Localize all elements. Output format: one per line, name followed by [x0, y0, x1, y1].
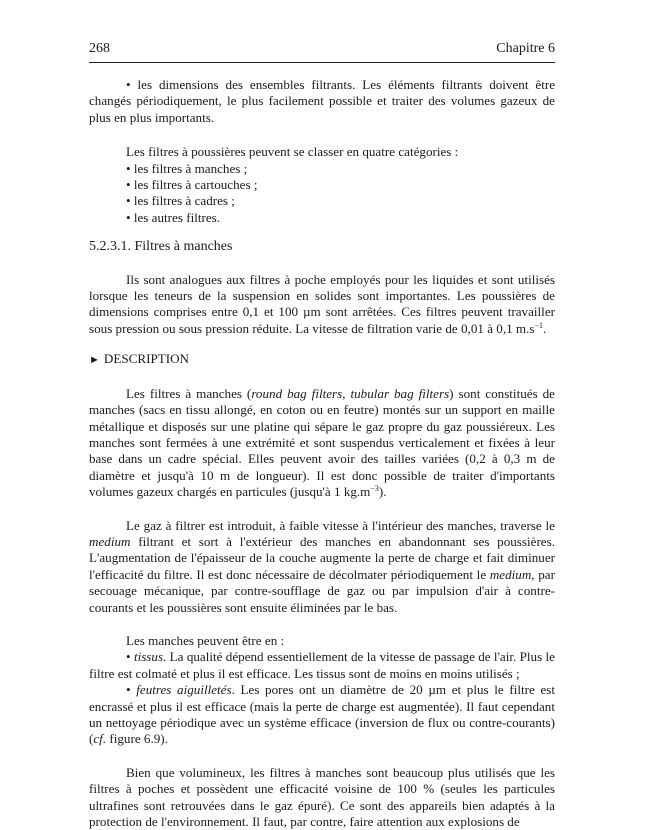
paragraph-bag-filters-intro — [89, 272, 555, 338]
paragraph-construction — [89, 386, 555, 501]
text-run: . Les pores ont un diamètre de 20 µm et plus le filtre est encrassé et plus il est efficace (mais la perte de charge est augmentée). Il faut cependant un nettoyage périodique avec un système efficace (inversion de flux ou contre-courants) ( — [89, 682, 555, 747]
text-run: Le gaz à filtrer est introduit, à faible vitesse à l'intérieur des manches, traverse le — [126, 517, 555, 533]
paragraph-dimensions — [89, 77, 555, 126]
text-run: ). — [378, 484, 387, 500]
italic-term: cf. — [93, 731, 107, 747]
bullet-fabric — [89, 649, 555, 682]
bullet: • — [126, 649, 131, 665]
category-item: • les filtres à cartouches ; — [126, 177, 258, 193]
bullet: • — [126, 77, 131, 92]
italic-term: round bag filters, tubular bag filters — [251, 385, 450, 401]
section-heading: 5.2.3.1. Filtres à manches — [89, 239, 233, 255]
paragraph-sleeve-intro: Les manches peuvent être en : — [126, 632, 285, 648]
italic-term: medium — [89, 533, 131, 549]
text-run: ) sont constitués de manches (sacs en tissu allongé, en coton ou en feutre) montés sur un support en maille métallique et disposés sur une platine qui sépare le gaz propre du gaz poussiéreux. Les manches sont fermées à une extrémité et sont suspendus verticalement et fixées à leur base dans un cadre spécial. Elles peuvent avoir des tailles variées (0,2 à 0,3 m de diamètre et jusqu'à 10 m de longueur). Il est donc possible de traiter d'importants volumes gazeux chargés en particules (jusqu'à 1 kg.m — [89, 385, 555, 500]
paragraph-text: Ils sont analogues aux filtres à poche employés pour les liquides et sont utilisés lorsque les teneurs de la suspension en solides sont importantes. Les poussières de dimensions comprises entre 0,1 et 100 µm sont arrêtées. Ces filtres peuvent travailler sous pression ou sous pression réduite. La vitesse de filtration varie de 0,01 à 0,1 m.s — [89, 271, 555, 336]
paragraph-operation — [89, 518, 555, 616]
description-heading — [89, 351, 555, 368]
category-block — [126, 144, 555, 226]
triangle-marker-icon: ► — [89, 354, 100, 367]
chapter-title: Chapitre 6 — [496, 41, 555, 56]
bullet: • — [126, 682, 131, 698]
category-item: • les filtres à cadres ; — [126, 193, 235, 209]
punctuation: . — [543, 320, 547, 336]
page-number: 268 — [89, 41, 110, 56]
paragraph-text: les dimensions des ensembles filtrants. Les éléments filtrants doivent être changés périodiquement, le plus facilement possible et traiter des volumes gazeux de plus en plus importants. — [89, 77, 555, 125]
text-run: . La qualité dépend essentiellement de la vitesse de passage de l'air. Plus le filtre est colmaté et plus il est efficace. Les tissus sont de moins en moins utilisés ; — [89, 649, 555, 681]
category-item: • les filtres à manches ; — [126, 160, 248, 176]
text-run: filtrant et sort à l'extérieur des manches en abandonnant ses poussières. L'augmentation de l'épaisseur de la couche augmente la perte de charge et fait diminuer l'efficacité du filtre. Il est donc nécessaire de décolmater périodiquement le — [89, 533, 555, 582]
running-header — [89, 41, 555, 63]
category-intro: Les filtres à poussières peuvent se classer en quatre catégories : — [126, 144, 459, 160]
italic-term: tissus — [133, 649, 164, 665]
italic-term: feutres aiguilletés — [136, 682, 232, 698]
text-run: , par secouage mécanique, par contre-soufflage de gaz ou par impulsion d'air à contre-courants et les poussières sont ensuite éliminées par le bas. — [89, 566, 555, 615]
italic-term: medium — [489, 566, 532, 582]
exponent: −1 — [534, 320, 543, 330]
text-run: figure 6.9). — [106, 731, 168, 747]
category-item: • les autres filtres. — [126, 209, 221, 225]
text-run: Les filtres à manches ( — [126, 385, 252, 401]
exponent: −3 — [370, 484, 379, 494]
bullet-felt — [89, 682, 555, 748]
description-label: DESCRIPTION — [103, 351, 190, 367]
document-page — [89, 41, 555, 830]
paragraph-efficiency: Bien que volumineux, les filtres à manches sont beaucoup plus utilisés que les filtres à poches et possèdent une efficacité voisine de 100 % (seules les particules ultrafines sont retrouvées dans le gaz épuré). Ce sont des appareils bien adaptés à la protection de l'environnement. Il faut, par contre, faire attention aux explosions de — [89, 764, 555, 830]
